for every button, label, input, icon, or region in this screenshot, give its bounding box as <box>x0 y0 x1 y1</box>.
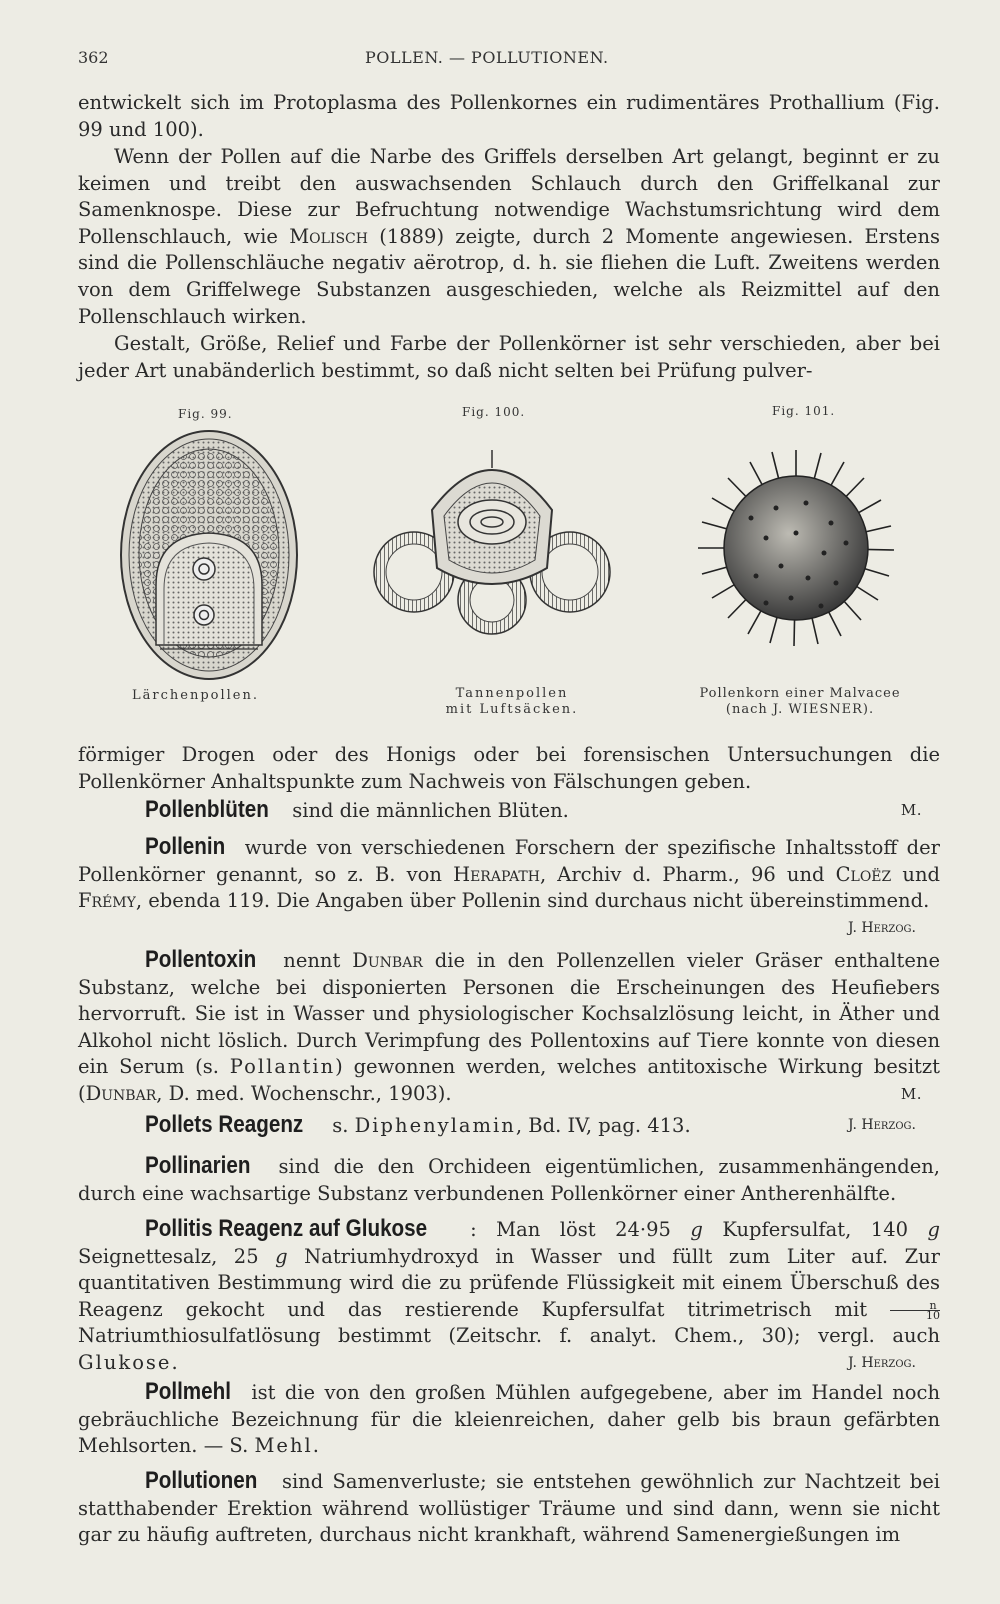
unit-gram-2: g <box>927 1218 940 1241</box>
entry-term-pollets: Pollets Reagenz <box>144 1111 304 1138</box>
pollitis-text-3: Seignettesalz, 25 <box>78 1244 276 1268</box>
continuation-paragraph <box>78 742 940 795</box>
fraction-numerator: n <box>890 1301 940 1311</box>
pollitis-text-1: : Man löst 24·95 <box>470 1218 691 1241</box>
running-title: POLLEN. — POLLUTIONEN. <box>365 48 609 67</box>
pollentoxin-text-2: die in den Pollenzellen vieler Gräser enthaltene Substanz, welche bei disponierten Personen die Erscheinungen des Heufiebers hervorruft. Sie ist in Wasser und physiologischer Kochsalzlösung leicht, in Äther und Alkohol nicht löslich. Durch Verimpfung des Pollentoxins auf Tiere konnte von diesen ein Serum (s. <box>78 949 940 1079</box>
fraction-denominator: 10 <box>926 1308 940 1322</box>
pollenin-text-2: , Archiv d. Pharm., 96 und <box>539 862 836 886</box>
pollentoxin-text-4: , D. med. Wochenschr., 1903). <box>156 1081 452 1105</box>
intro-p1-text: entwickelt sich im Protoplasma des Pollenkornes ein rudimentäres Prothallium (Fig. 99 und 100). <box>78 91 940 141</box>
entry-pollutionen <box>78 1468 940 1549</box>
pollinarien-text: sind die den Orchideen eigentümlichen, zusammenhängenden, durch eine wachsartige Substanz verbundenen Pollenkörner einer Antherenhälfte. <box>78 1155 940 1205</box>
continuation-text: förmiger Drogen oder des Honigs oder bei forensischen Untersuchungen die Pollenkörner Anhaltspunkte zum Nachweis von Fälschungen geben. <box>78 743 940 793</box>
entry-term-pollinarien: Pollinarien <box>144 1152 251 1179</box>
author-name-fremy: Frémy <box>78 889 136 913</box>
pollitis-text-4: Natriumhydroxyd in Wasser und füllt zum Liter auf. Zur quantitativen Bestimmung wird die zu prüfende Flüssigkeit mit einem Überschuß des Reagenz gekocht und das restierende Kupfersulfat titrimetrisch mit <box>78 1244 940 1321</box>
page-number: 362 <box>78 48 109 67</box>
fig101-caption-line2: (nach J. WIESNER). <box>725 702 875 717</box>
cross-reference-glukose: Glukose <box>78 1350 172 1374</box>
larch-pollen-illustration <box>116 425 306 685</box>
entry-author-pollenblueten: M. <box>900 801 922 819</box>
fig101-caption <box>680 686 920 718</box>
author-name-herapath: Herapath <box>453 862 540 886</box>
pollenin-text-3: und <box>891 862 940 886</box>
intro-p2-text-b: (1889) zeigte, durch 2 Momente angewiesen. Erstens sind die Pollenschläuche negativ aërotrop, d. h. sie fliehen die Luft. Zweitens werden von dem Griffelwege Substanzen ausgeschieden, welche als Reizmittel auf den Pollenschlauch wirken. <box>78 224 941 328</box>
entry-pollentoxin <box>78 947 940 1108</box>
pollutionen-text: sind Samenverluste; sie entstehen gewöhnlich zur Nachtzeit bei statthabender Erektion während wollüstiger Träume und sind dann, wenn sie nicht gar zu häufig auftreten, durchaus nicht krankhaft, während Samenergießungen im <box>78 1470 940 1547</box>
entry-author-pollets: J. Herzog. <box>847 1117 916 1133</box>
fig99-caption: Lärchenpollen. <box>132 688 259 703</box>
entry-term-pollitis: Pollitis Reagenz auf Glukose <box>144 1215 428 1242</box>
pollenin-text-1: wurde von verschiedenen Forschern der spezifische Inhaltsstoff der Pollenkörner genannt, so z. B. von <box>78 836 940 886</box>
cross-reference-pollantin: Pollantin <box>229 1055 336 1079</box>
pollmehl-text-1: ist die von den großen Mühlen aufgegebene, aber im Handel noch gebräuchliche Bezeichnung für die kleienreichen, daher gelb bis braun gefärbten Mehlsorten. — S. <box>78 1381 940 1458</box>
intro-p2-text-a: Wenn der Pollen auf die Narbe des Griffels derselben Art gelangt, beginnt er zu keimen und treibt den auswachsenden Schlauch durch den Griffelkanal zur Samenknospe. Diese zur Befruchtung notwendige Wachstumsrichtung wird dem Pollenschlauch, wie <box>78 145 940 248</box>
entry-pollmehl <box>78 1379 940 1460</box>
fig100-caption-line2: mit Luftsäcken. <box>445 702 579 717</box>
entry-pollenin <box>78 834 940 941</box>
pollitis-text-5: Natriumthiosulfatlösung bestimmt (Zeitschr. f. analyt. Chem., 30); vergl. auch <box>78 1324 940 1348</box>
pollenin-text-4: , ebenda 119. Die Angaben über Pollenin sind durchaus nicht übereinstimmend. <box>135 889 930 913</box>
cross-reference-diphenylamin: Diphenylamin <box>354 1114 516 1137</box>
intro-paragraph-2 <box>78 144 940 330</box>
fraction-n-10 <box>890 1298 940 1322</box>
fig100-label: Fig. 100. <box>462 405 526 419</box>
fig100-caption <box>412 686 612 718</box>
entry-pollets <box>78 1112 940 1140</box>
unit-gram: g <box>690 1218 703 1241</box>
pollitis-text-2: Kupfersulfat, 140 <box>702 1218 928 1241</box>
entry-term-pollenin: Pollenin <box>144 833 226 860</box>
pollentoxin-text-1: nennt <box>271 949 353 972</box>
fig101-label: Fig. 101. <box>772 404 836 418</box>
pollets-text-2: , Bd. IV, pag. 413. <box>515 1114 691 1137</box>
entry-text-pollenblueten: sind die männlichen Blüten. <box>286 799 569 822</box>
pollets-text-1: s. <box>326 1114 355 1137</box>
entry-author-pollitis: J. Herzog. <box>847 1354 916 1371</box>
entry-author-pollentoxin: M. <box>900 1084 922 1103</box>
malvaceae-pollen-illustration <box>696 448 896 648</box>
fig100-caption-line1: Tannenpollen <box>455 686 569 701</box>
entry-term-pollentoxin: Pollentoxin <box>144 946 257 973</box>
entry-term-pollmehl: Pollmehl <box>144 1378 231 1405</box>
intro-paragraph-3 <box>78 331 940 384</box>
author-name-molisch: Molisch <box>289 224 368 248</box>
author-name-dunbar: Dunbar <box>352 949 423 972</box>
pollitis-text-6: . <box>171 1350 178 1374</box>
intro-p3-text: Gestalt, Größe, Relief und Farbe der Pollenkörner ist sehr verschieden, aber bei jeder Art unabänderlich bestimmt, so daß nicht selten bei Prüfung pulver- <box>78 332 940 382</box>
author-name-cloez: Cloëz <box>835 862 892 886</box>
fir-pollen-illustration <box>372 440 612 640</box>
entry-pollenblueten <box>78 797 940 825</box>
fig99-label: Fig. 99. <box>178 407 233 421</box>
intro-paragraph-1 <box>78 90 940 143</box>
author-name-dunbar-2: Dunbar <box>85 1081 157 1105</box>
pollentoxin-text-3: ) gewonnen werden, welches antitoxische Wirkung besitzt ( <box>78 1055 941 1105</box>
pollmehl-text-2: . <box>312 1434 319 1458</box>
fig101-caption-line1: Pollenkorn einer Malvacee <box>699 686 901 701</box>
unit-gram-3: g <box>275 1244 288 1268</box>
entry-pollitis <box>78 1216 940 1377</box>
entry-author-pollenin: J. Herzog. <box>847 919 916 936</box>
cross-reference-mehl: Mehl <box>254 1434 313 1458</box>
entry-term-pollutionen: Pollutionen <box>144 1467 258 1494</box>
entry-pollinarien <box>78 1153 940 1207</box>
entry-term-pollenblueten: Pollenblüten <box>144 796 269 823</box>
